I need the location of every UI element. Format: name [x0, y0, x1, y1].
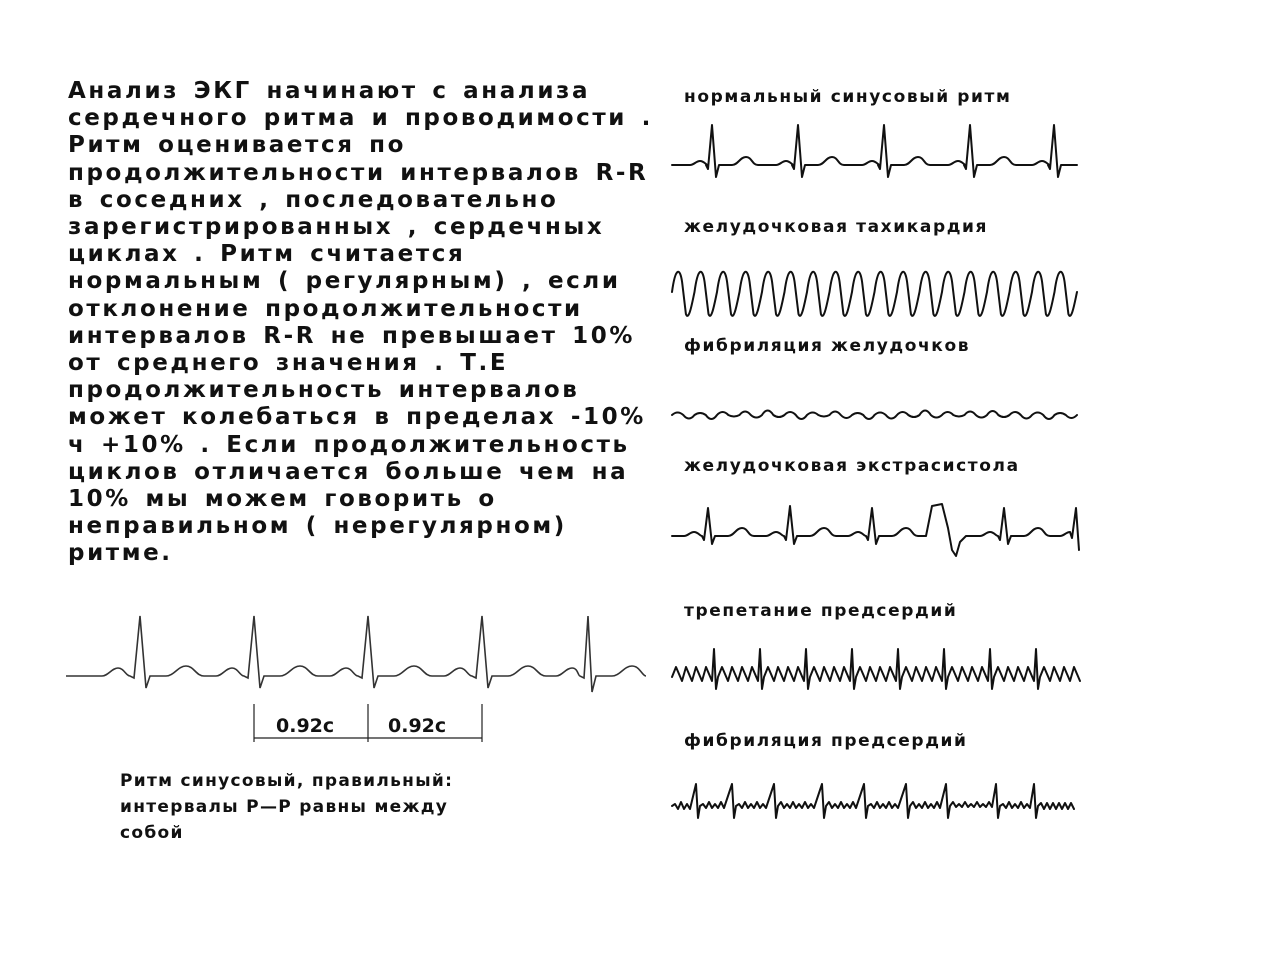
interval-label-2: 0.92с [388, 715, 447, 737]
sinus-example-caption: Ритм синусовый, правильный: интервалы P—P равны между собой [120, 771, 454, 843]
ecg-trace-ventricular-fibrillation [672, 411, 1077, 420]
ecg-trace-ventricular-extrasystole [672, 504, 1079, 556]
rhythm-label-atrial-fibrillation: фибриляция предсердий [684, 731, 968, 751]
rhythm-label-ventricular-extrasystole: желудочковая экстрасистола [684, 456, 1020, 476]
ecg-trace-ventricular-tachycardia [672, 272, 1077, 316]
ecg-ventricular-extrasystole [672, 498, 1082, 568]
ecg-trace-atrial-fibrillation [672, 784, 1074, 818]
ecg-ventricular-tachycardia [672, 262, 1082, 332]
ecg-atrial-fibrillation [672, 778, 1082, 828]
rhythm-label-ventricular-fibrillation: фибриляция желудочков [684, 336, 971, 356]
ecg-ventricular-fibrillation [672, 395, 1082, 435]
main-paragraph: Анализ ЭКГ начинают с анализа сердечного ритма и проводимости . Ритм оценивается по продолжительности интервалов R-R в соседних , последовательно зарегистрированных , сердечных циклах . Ритм считается нормальным ( регулярным) , если отклонение продолжительности интервалов R-R не превышает 10% от среднего значения . Т.Е продолжительность интервалов может колебаться в пределах -10% ч +10% . Если продолжительность циклов отличается больше чем на 10% мы можем говорить о неправильном ( нерегулярном) ритме. [68, 78, 653, 567]
ecg-trace-sinus-example [66, 616, 646, 692]
rhythm-label-ventricular-tachycardia: желудочковая тахикардия [684, 217, 989, 237]
ecg-trace-normal-sinus [672, 125, 1077, 177]
rhythm-label-atrial-flutter: трепетание предсердий [684, 601, 958, 621]
rhythm-label-normal-sinus: нормальный синусовый ритм [684, 87, 1012, 107]
ecg-normal-sinus [672, 125, 1082, 185]
sinus-example-ecg [66, 612, 646, 752]
ecg-trace-atrial-flutter [672, 649, 1080, 689]
ecg-atrial-flutter [672, 645, 1082, 700]
interval-label-1: 0.92с [276, 715, 335, 737]
